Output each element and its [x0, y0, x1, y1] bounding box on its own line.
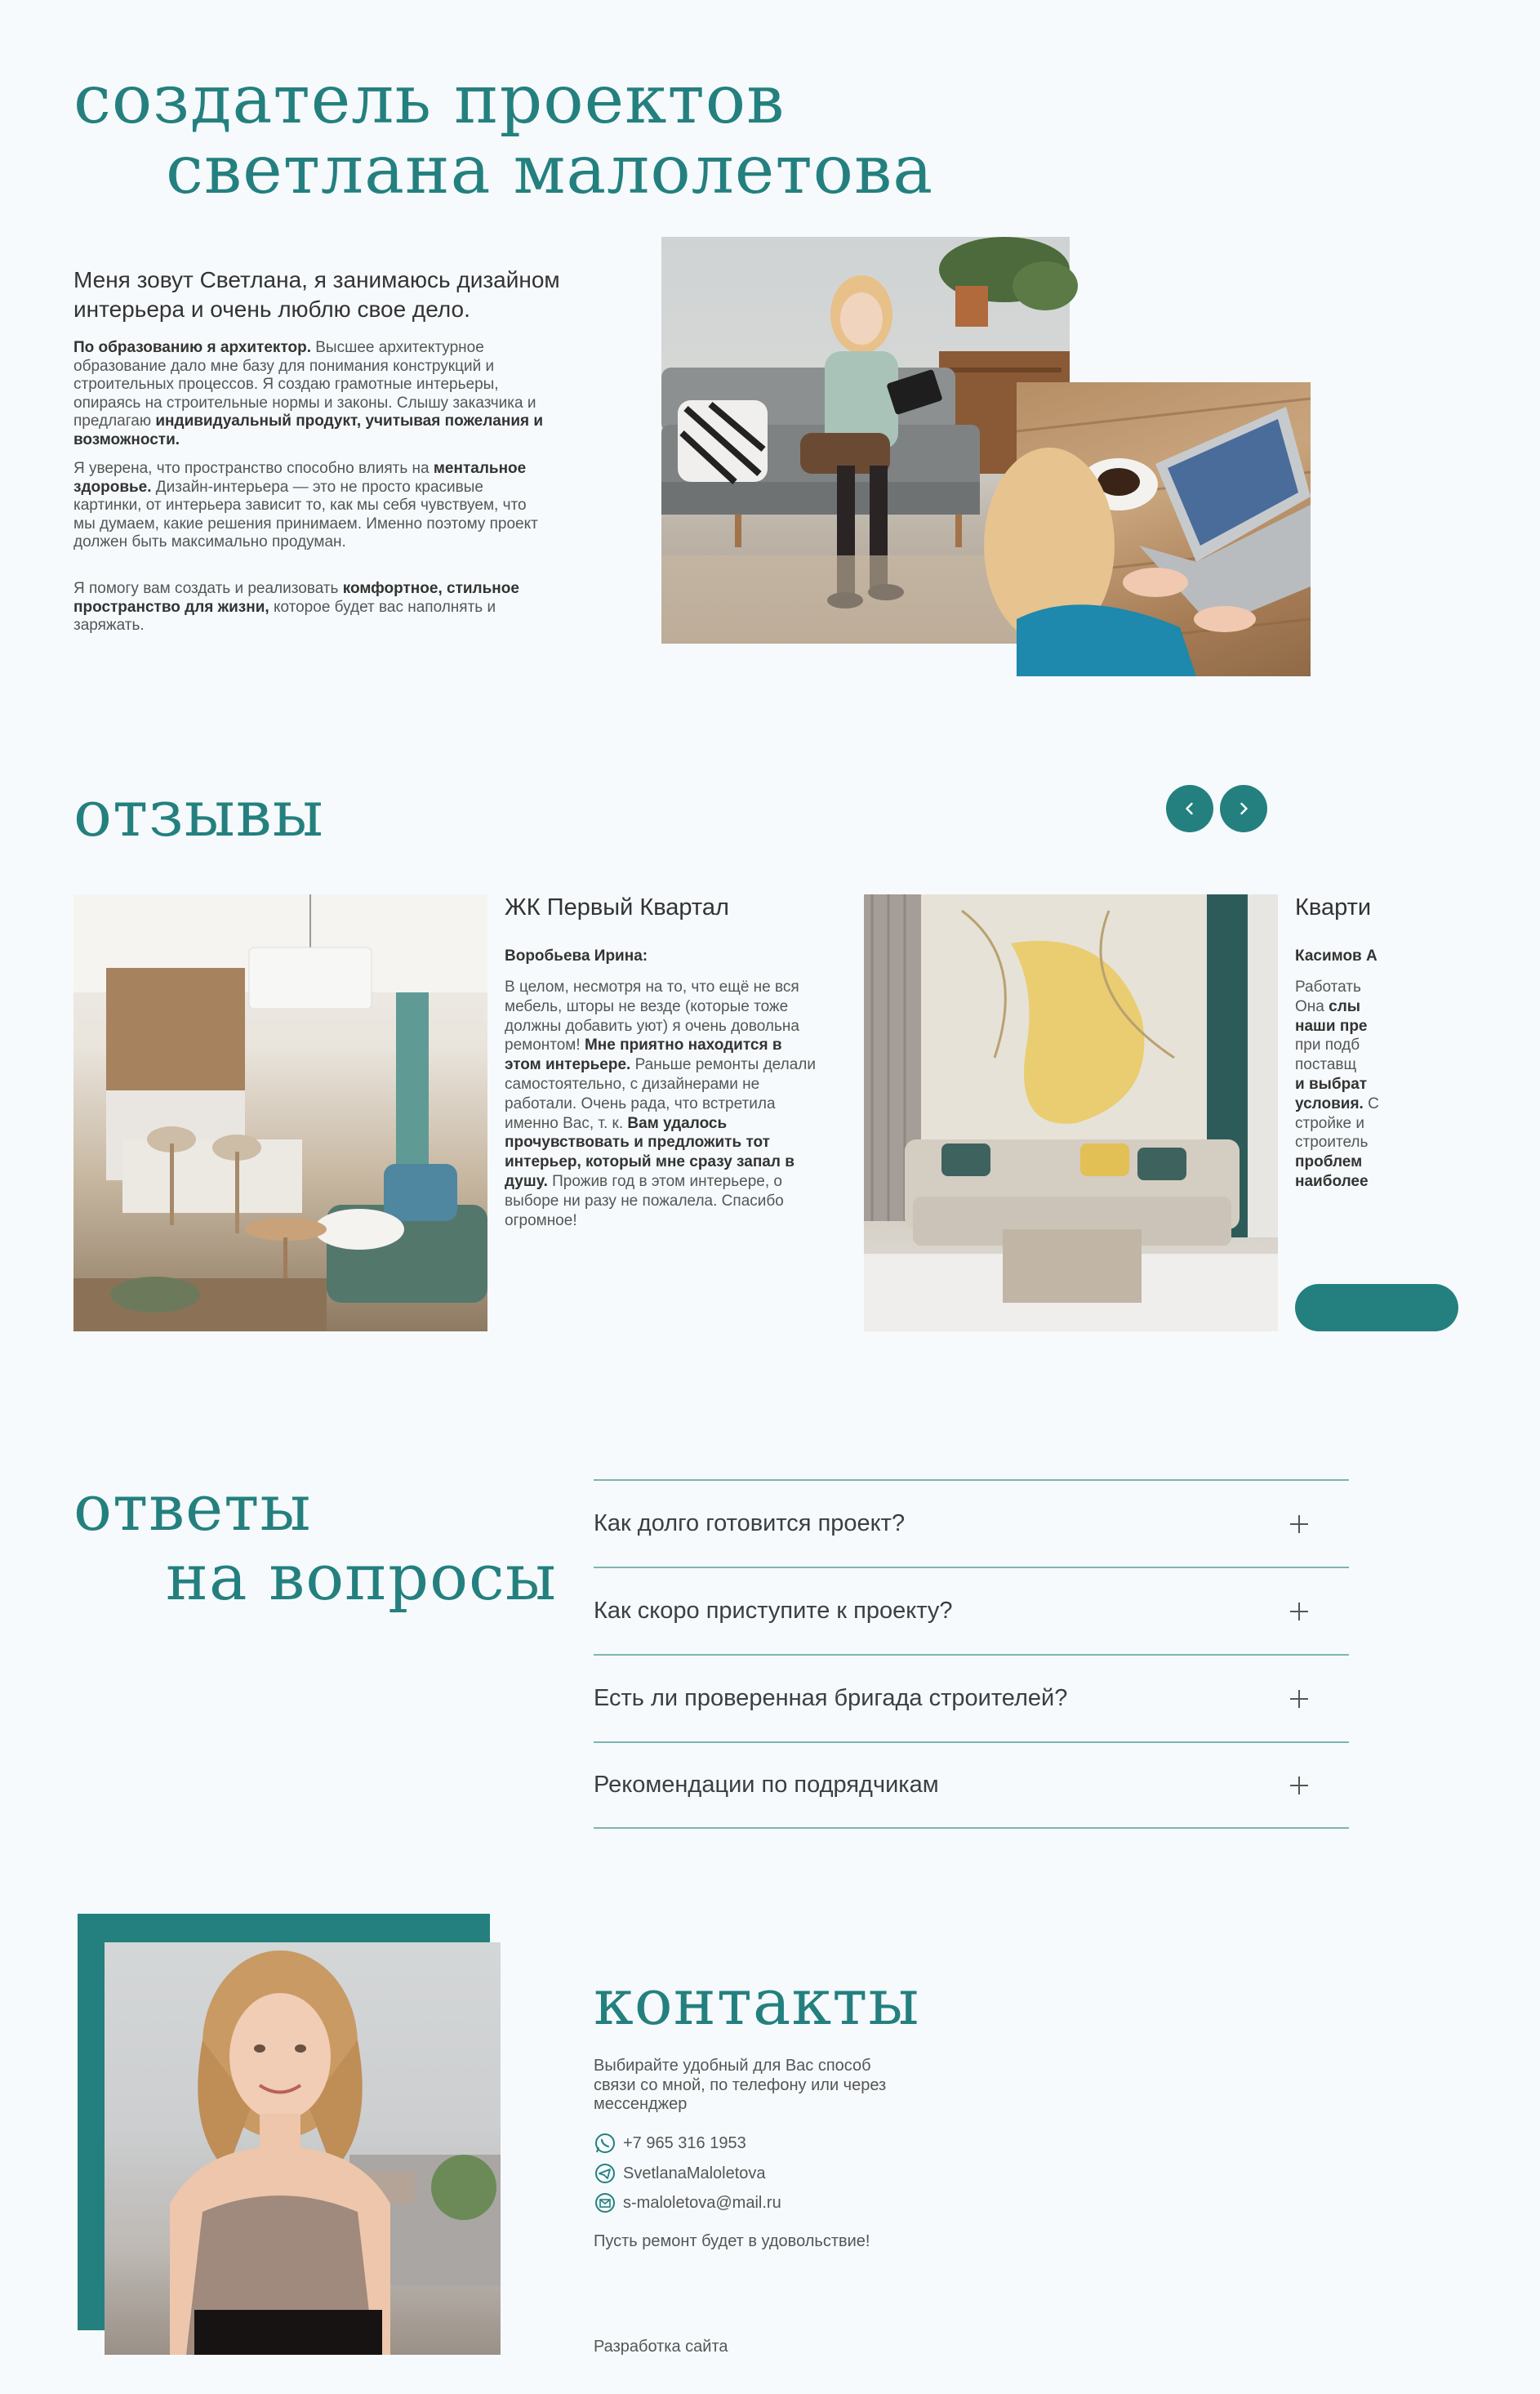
- faq-item[interactable]: [594, 1567, 1349, 1654]
- reviews-title: отзывы: [73, 778, 324, 851]
- contact-phone[interactable]: [594, 2132, 746, 2155]
- about-paragraph-health: Я уверена, что пространство способно влиять на ментальное здоровье. Дизайн-интерьера — это не просто красивые картинки, от интерьера зависит то, как мы себя чувствуем, что мы думаем, какие решения принимаем. Именно поэтому проект должен быть максимально продуман.: [73, 460, 538, 551]
- about-title-line2: светлана малолетова: [166, 132, 934, 209]
- developer-link[interactable]: Разработка сайта: [594, 2338, 728, 2356]
- contacts-title: контакты: [594, 1966, 920, 2040]
- contact-email[interactable]: [594, 2191, 781, 2214]
- faq-question: Как скоро приступите к проекту?: [594, 1598, 953, 1624]
- review-text: В целом, несмотря на то, что ещё не вся мебель, шторы не везде (которые тоже должны добавить уют) я очень довольна ремонтом! Мне приятно находится в этом интерьере. Раньше ремонты делали самостоятельно, с дизайнерами не работали. Очень рада, что встретила именно Вас, т. к. Вам удалось прочувствовать и предложить тот интерьер, который мне сразу запал в душу. Прожив год в этом интерьере, о выборе ни разу не пожалела. Спасибо огромное!: [505, 979, 816, 1229]
- plus-icon[interactable]: [1290, 1777, 1308, 1794]
- review-project-title: Кварти: [1295, 894, 1372, 921]
- review-author: Воробьева Ирина:: [505, 947, 648, 965]
- review-more-button[interactable]: [1295, 1284, 1458, 1331]
- designer-portrait-photo: [105, 1942, 501, 2355]
- contact-email-text[interactable]: s-maloletova@mail.ru: [623, 2193, 781, 2212]
- review-author: Касимов А: [1295, 947, 1378, 965]
- faq-item[interactable]: [594, 1741, 1349, 1829]
- whatsapp-icon: [594, 2132, 616, 2155]
- review-interior-photo: [73, 894, 487, 1331]
- about-paragraph-education: По образованию я архитектор. Высшее архитектурное образование дало мне базу для понимания конструкций и строительных процессов. Я создаю грамотные интерьеры, опираясь на строительные нормы и законы. Слышу заказчика и предлагаю индивидуальный продукт, учитывая пожелания и возможности.: [73, 339, 544, 448]
- faq-title-line1: ответы: [73, 1472, 312, 1545]
- mail-icon: [594, 2191, 616, 2214]
- faq-item[interactable]: [594, 1654, 1349, 1741]
- reviews-next-button[interactable]: [1220, 785, 1267, 832]
- faq-question: Есть ли проверенная бригада строителей?: [594, 1685, 1068, 1711]
- chevron-left-icon: [1182, 800, 1198, 817]
- contacts-intro: Выбирайте удобный для Вас способ связи со мной, по телефону или через мессенджер: [594, 2057, 887, 2113]
- plus-icon[interactable]: [1290, 1515, 1308, 1533]
- faq-item[interactable]: [594, 1479, 1349, 1567]
- contact-phone-text[interactable]: +7 965 316 1953: [623, 2133, 746, 2152]
- chevron-right-icon: [1235, 800, 1252, 817]
- plus-icon[interactable]: [1290, 1603, 1308, 1621]
- contact-telegram[interactable]: [594, 2162, 766, 2185]
- reviews-prev-button[interactable]: [1166, 785, 1213, 832]
- plus-icon[interactable]: [1290, 1690, 1308, 1708]
- contact-telegram-text[interactable]: SvetlanaMaloletova: [623, 2164, 766, 2182]
- contacts-wish: Пусть ремонт будет в удовольствие!: [594, 2232, 870, 2250]
- faq-question: Рекомендации по подрядчикам: [594, 1772, 939, 1798]
- about-title-line1: создатель проектов: [73, 61, 786, 139]
- designer-laptop-photo: [1017, 382, 1311, 676]
- telegram-icon: [594, 2162, 616, 2185]
- review-text: Работать Она слы наши пре при подб поставщ и выбрат условия. С стройке и строитель проблем наиболее: [1295, 979, 1379, 1190]
- review-interior-photo: [864, 894, 1278, 1331]
- about-paragraph-help: Я помогу вам создать и реализовать комфортное, стильное пространство для жизни, которое будет вас наполнять и заряжать.: [73, 580, 519, 634]
- faq-title-line2: на вопросы: [166, 1541, 557, 1615]
- faq-question: Как долго готовится проект?: [594, 1510, 906, 1536]
- about-lead: Меня зовут Светлана, я занимаюсь дизайном интерьера и очень люблю свое дело.: [73, 267, 560, 322]
- review-project-title: ЖК Первый Квартал: [505, 894, 729, 921]
